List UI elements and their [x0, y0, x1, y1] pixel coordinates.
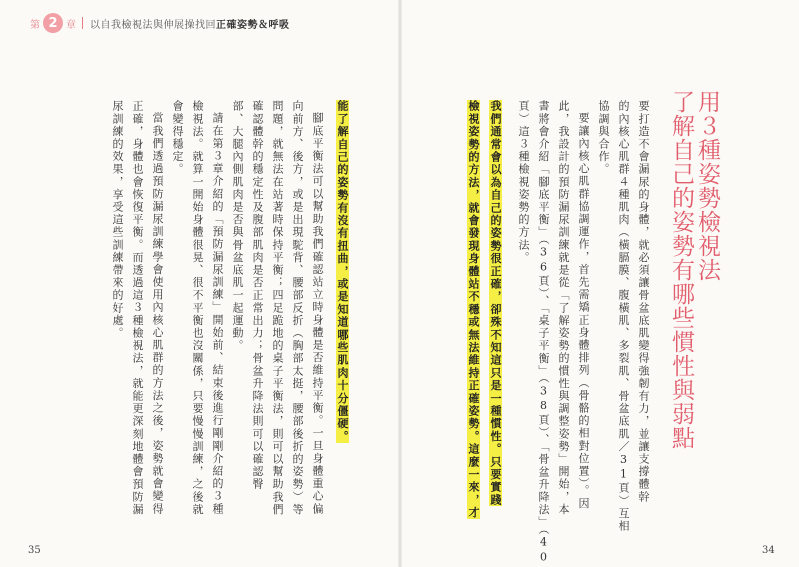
- body-line: 當我們透過預防漏尿訓練學會使用內核心肌群的方法之後，姿勢就會變得: [151, 112, 164, 516]
- header-title-bold: 正確姿勢＆呼吸: [216, 19, 290, 31]
- body-line: 腳底平衡法可以幫助我們確認站立時身體是否維持平衡。一旦身體重心偏: [311, 112, 324, 516]
- body-line: 向前方、後方，或是出現駝背、腰部反折（胸部太挺，腰部後折的姿勢）等: [291, 100, 304, 516]
- chapter-number-badge: 2: [43, 13, 63, 33]
- emphasis-line: [488, 100, 503, 506]
- body-line: 部、大腿內側肌肉是否與骨盆底肌一起運動。: [231, 100, 244, 352]
- running-header: [30, 10, 290, 36]
- body-line: 請在第３章介紹的「預防漏尿訓練」開始前、結束後進行剛剛介紹的３種: [211, 112, 224, 516]
- body-line: 正確，身體也會恢復平衡。而透過這３種檢視法，就能更深刻地體會預防漏: [131, 100, 144, 516]
- page-number-right: 34: [762, 545, 775, 556]
- page-gutter: [398, 0, 402, 567]
- emphasis-line: [335, 100, 350, 443]
- body-line: 的內核心肌群４種肌肉（橫膈膜、腹橫肌、多裂肌、骨盆底肌／31頁）互相: [617, 100, 630, 533]
- body-line: 尿訓練的效果，享受這些訓練帶來的好處。: [111, 100, 124, 340]
- body-line: 此，我設計的預防漏尿訓練就是從「了解姿勢的慣性與調整姿勢」開始，本: [557, 100, 570, 516]
- body-line: 要打造不會漏尿的身體，就必須讓骨盆底肌變得強韌有力，並讓支撐體幹: [637, 100, 650, 504]
- emphasis-line: [466, 100, 481, 519]
- header-title-plain: 以自我檢視法與伸展操找回: [90, 19, 216, 31]
- body-line: 頁）這３種檢視姿勢的方法。: [517, 100, 530, 264]
- body-line: 要讓內核心肌群協調運作，首先需矯正身體排列（骨骼的相對位置）。因: [577, 112, 590, 510]
- page-number-left: 35: [28, 545, 41, 556]
- chapter-suffix: 章: [66, 19, 76, 31]
- highlighted-text: 我們通常會以為自己的姿勢很正確，卻殊不知這只是一種慣性。只要實踐: [489, 100, 502, 507]
- highlighted-text: 能了解自己的姿勢有沒有扭曲，或是知道哪些肌肉十分僵硬。: [336, 100, 349, 443]
- body-line: 會變得穩定。: [171, 100, 184, 176]
- header-divider: [82, 17, 83, 29]
- body-line: 協調與合作。: [597, 100, 610, 176]
- highlighted-text: 檢視姿勢的方法，就會發現身體站不穩或無法維持正確姿勢。這麼一來，才: [467, 100, 480, 520]
- body-line: 檢視法。就算一開始身體很晃、很不平衡也沒關係，只要慢慢訓練，之後就: [191, 100, 204, 516]
- body-line: 問題，就無法在站著時保持平衡；四足跪地的桌子平衡法，則可以幫助我們: [271, 100, 284, 516]
- header-title: [90, 16, 290, 31]
- section-title-line-2: 了解自己的姿勢有哪些慣性與弱點: [668, 90, 694, 450]
- body-line: 確認體幹的穩定性及腹部肌肉是否正常出力；骨盆升降法則可以確認臀: [251, 100, 264, 491]
- section-title-line-1: 用３種姿勢檢視法: [694, 90, 720, 282]
- chapter-prefix: 第: [30, 19, 40, 31]
- body-line: 書將會介紹「腳底平衡」（36頁）、「桌子平衡」（38頁）、「骨盆升降法」（40: [537, 100, 550, 565]
